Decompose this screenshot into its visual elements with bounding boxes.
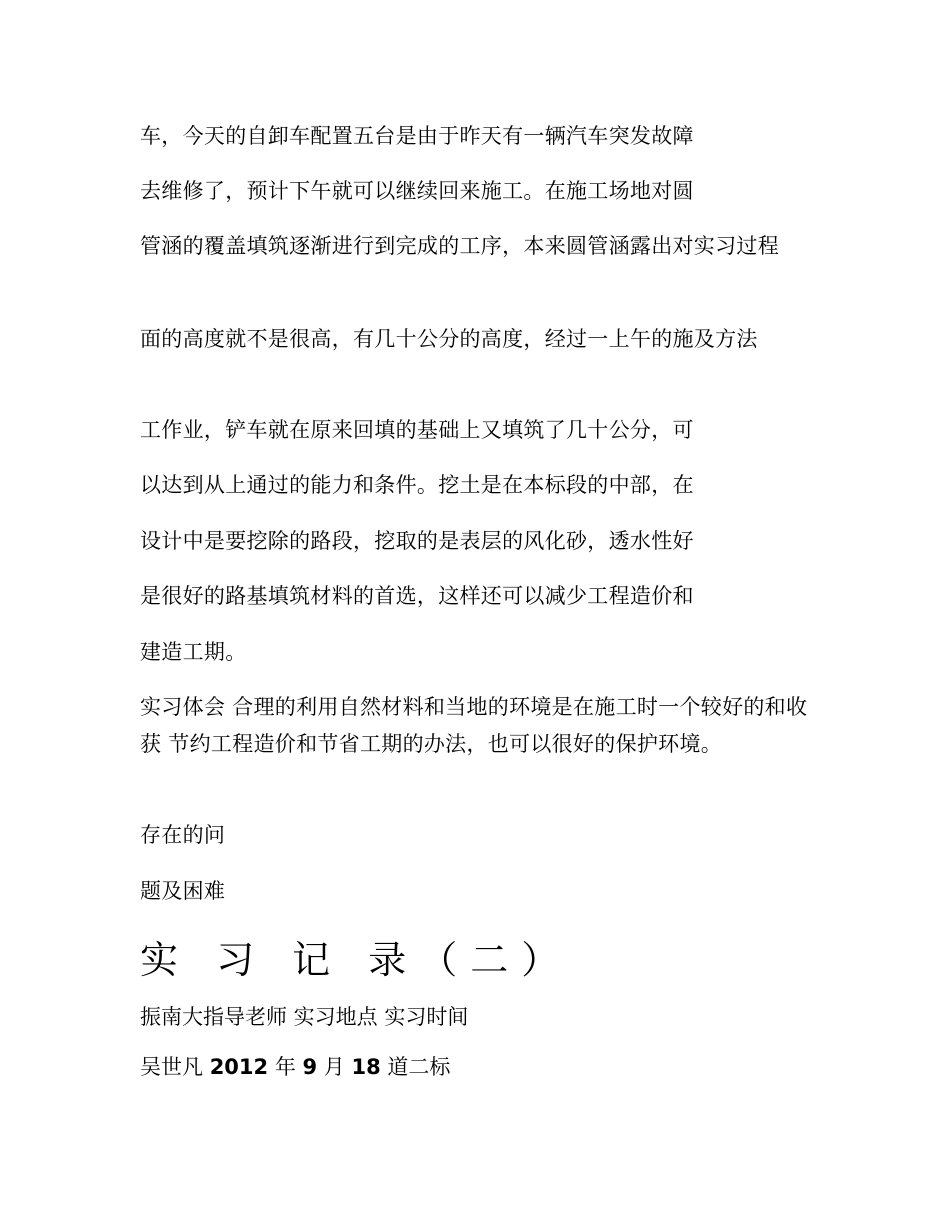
- paragraph-11: 存在的问: [140, 823, 226, 847]
- paragraph-8: 是很好的路基填筑材料的首选，这样还可以减少工程造价和: [140, 584, 694, 608]
- meta-line-2: [140, 1052, 450, 1082]
- paragraph-4: 面的高度就不是很高，有几十公分的高度，经过一上午的施及方法: [140, 327, 758, 351]
- paragraph-6: 以达到从上通过的能力和条件。挖土是在本标段的中部，在: [140, 473, 694, 497]
- section-heading: 实 习 记 录（二）: [140, 938, 573, 982]
- meta-year-unit: 年: [268, 1055, 303, 1079]
- paragraph-2: 去维修了，预计下午就可以继续回来施工。在施工场地对圆: [140, 179, 694, 203]
- meta-year: 2012: [209, 1055, 269, 1079]
- paragraph-1: 车，今天的自卸车配置五台是由于昨天有一辆汽车突发故障: [140, 124, 694, 148]
- paragraph-7: 设计中是要挖除的路段，挖取的是表层的风化砂，透水性好: [140, 529, 694, 553]
- meta-month: 9: [302, 1055, 318, 1079]
- meta-section: 道二标: [380, 1055, 451, 1079]
- meta-name: 吴世凡: [140, 1055, 210, 1079]
- meta-day: 18: [351, 1055, 381, 1079]
- paragraph-5: 工作业，铲车就在原来回填的基础上又填筑了几十公分，可: [140, 418, 694, 442]
- paragraph-9: 建造工期。: [140, 640, 247, 664]
- paragraph-12: 题及困难: [140, 879, 226, 903]
- meta-line-1: 振南大指导老师 实习地点 实习时间: [140, 1005, 469, 1029]
- paragraph-10: 实习体会 合理的利用自然材料和当地的环境是在施工时一个较好的和收获 节约工程造价和节省工期的办法，也可以很好的保护环境。: [140, 695, 808, 756]
- paragraph-3: 管涵的覆盖填筑逐渐进行到完成的工序，本来圆管涵露出对实习过程: [140, 234, 779, 258]
- meta-month-unit: 月: [317, 1055, 352, 1079]
